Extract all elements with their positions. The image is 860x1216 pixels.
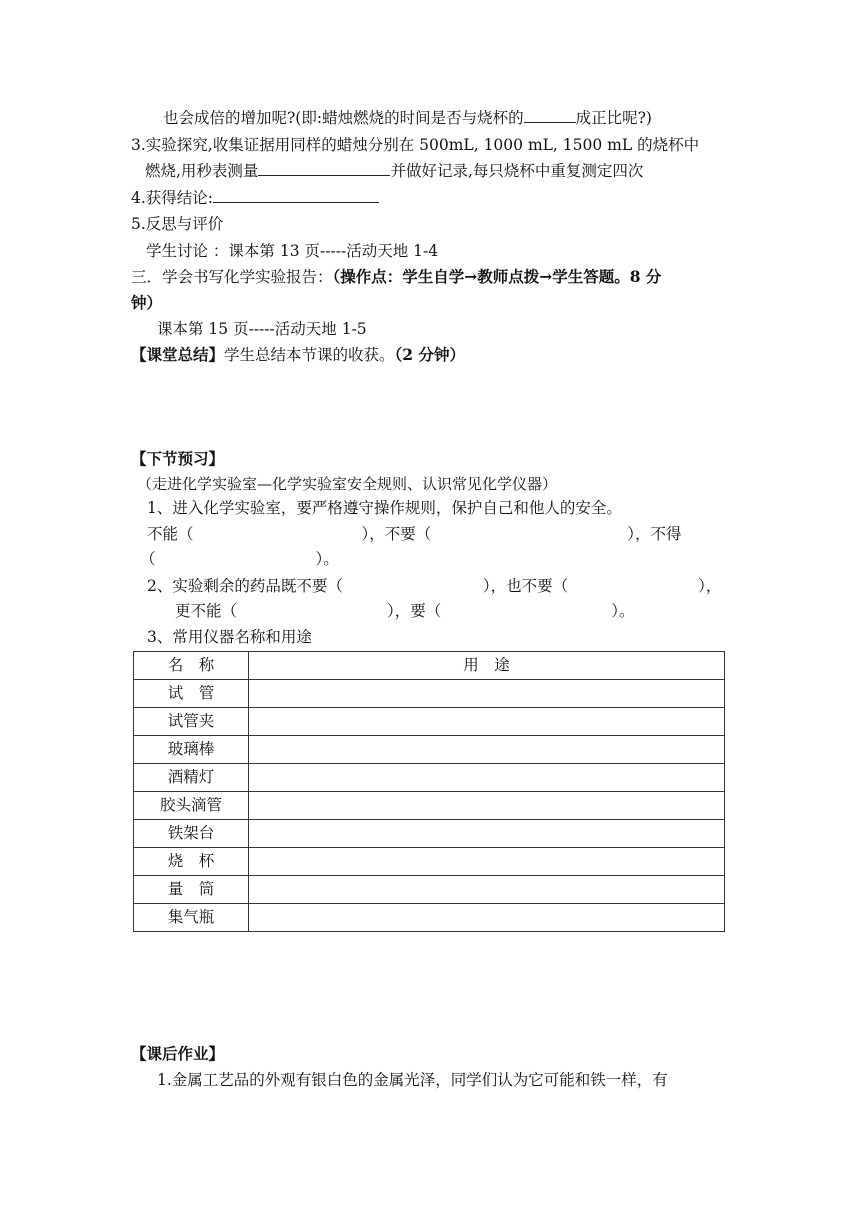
instrument-use-cell[interactable] — [249, 876, 725, 904]
preview-heading: 【下节预习】 — [131, 449, 225, 468]
item2-line2-c: ）。 — [611, 602, 635, 620]
instrument-use-cell[interactable] — [249, 736, 725, 764]
table-row — [134, 680, 725, 708]
blank-conclusion[interactable] — [213, 188, 379, 203]
homework-question-1: 1.金属工艺品的外观有银白色的金属光泽，同学们认为它可能和铁一样，有 — [157, 1071, 668, 1089]
instrument-name: 铁架台 — [134, 820, 249, 848]
instrument-name: 胶头滴管 — [134, 792, 249, 820]
preview-item-2-line-2 — [175, 600, 635, 622]
instrument-use-cell[interactable] — [249, 708, 725, 736]
instrument-name: 量 筒 — [134, 876, 249, 904]
preview-item-3: 3、常用仪器名称和用途 — [147, 628, 312, 646]
class-summary-time: （2 分钟） — [394, 345, 465, 364]
item1-line3-open: （ — [140, 550, 156, 568]
text-line-5: 5.反思与评价 — [131, 215, 224, 233]
preview-item-2-line-1 — [147, 575, 721, 597]
item1-cannot: 不能（ — [147, 525, 194, 543]
text-line-10 — [131, 344, 465, 366]
instrument-name: 烧 杯 — [134, 848, 249, 876]
item1-donot: ），不要（ — [361, 525, 432, 543]
blank-measure[interactable] — [258, 161, 390, 176]
table-row — [134, 764, 725, 792]
text-line-4 — [131, 187, 379, 209]
item2-part-c: ）， — [698, 577, 722, 595]
item1-line3-close: ）。 — [315, 550, 339, 568]
instrument-use-cell[interactable] — [249, 764, 725, 792]
text-line-6: 学生讨论 ：课本第 13 页-----活动天地 1-4 — [146, 242, 439, 260]
table-row — [134, 792, 725, 820]
instrument-use-cell[interactable] — [249, 848, 725, 876]
text-line-7 — [131, 266, 661, 288]
table-row — [134, 904, 725, 932]
table-row — [134, 708, 725, 736]
line-3-part-a: 燃烧,用秒表测量 — [145, 162, 259, 180]
header-use: 用 途 — [249, 652, 725, 680]
instrument-name: 玻璃棒 — [134, 736, 249, 764]
preview-item-1-line-2 — [147, 523, 729, 545]
class-summary-text: 学生总结本节课的收获。 — [224, 346, 395, 364]
text-line-3 — [145, 160, 643, 182]
table-header-row — [134, 652, 725, 680]
header-name: 名 称 — [134, 652, 249, 680]
preview-subtitle: （走进化学实验室—化学实验室安全规则、认识常见化学仪器） — [137, 475, 558, 493]
homework-heading: 【课后作业】 — [131, 1044, 225, 1063]
table-row — [134, 848, 725, 876]
text-line-1 — [163, 107, 652, 129]
preview-item-1: 1、进入化学实验室，要严格遵守操作规则，保护自己和他人的安全。 — [147, 499, 622, 517]
text-line-9: 课本第 15 页-----活动天地 1-5 — [157, 320, 367, 338]
line-1-part-a: 也会成倍的增加呢?(即:蜡烛燃烧的时间是否与烧杯的 — [163, 109, 524, 127]
table-row — [134, 820, 725, 848]
instrument-name: 试 管 — [134, 680, 249, 708]
line-7-part-b: （操作点：学生自学→教师点拨→学生答题。8 分 — [332, 267, 662, 286]
table-row — [134, 876, 725, 904]
instrument-use-cell[interactable] — [249, 680, 725, 708]
item2-line2-a: 更不能（ — [175, 602, 238, 620]
table-row — [134, 736, 725, 764]
line-1-part-b: 成正比呢?) — [575, 109, 652, 127]
item2-part-a: 2、实验剩余的药品既不要（ — [147, 577, 343, 595]
instrument-use-cell[interactable] — [249, 820, 725, 848]
instrument-table — [133, 651, 725, 932]
instrument-use-cell[interactable] — [249, 904, 725, 932]
line-7-part-a: 三．学会书写化学实验报告： — [131, 268, 333, 286]
preview-item-1-line-3 — [140, 548, 339, 570]
text-line-8: 钟） — [131, 293, 163, 312]
class-summary-heading: 【课堂总结】 — [131, 345, 225, 364]
item1-mustnot: ），不得 — [627, 525, 682, 543]
instrument-name: 试管夹 — [134, 708, 249, 736]
line-4-label: 4.获得结论: — [131, 189, 214, 207]
instrument-name: 集气瓶 — [134, 904, 249, 932]
blank-proportional[interactable] — [524, 108, 576, 123]
item2-line2-b: ），要（ — [387, 602, 442, 620]
instrument-use-cell[interactable] — [249, 792, 725, 820]
item2-part-b: ），也不要（ — [482, 577, 569, 595]
instrument-name: 酒精灯 — [134, 764, 249, 792]
line-3-part-b: 并做好记录,每只烧杯中重复测定四次 — [390, 162, 644, 180]
text-line-2: 3.实验探究,收集证据用同样的蜡烛分别在 500mL, 1000 mL, 1500 mL 的烧杯中 — [131, 136, 700, 154]
